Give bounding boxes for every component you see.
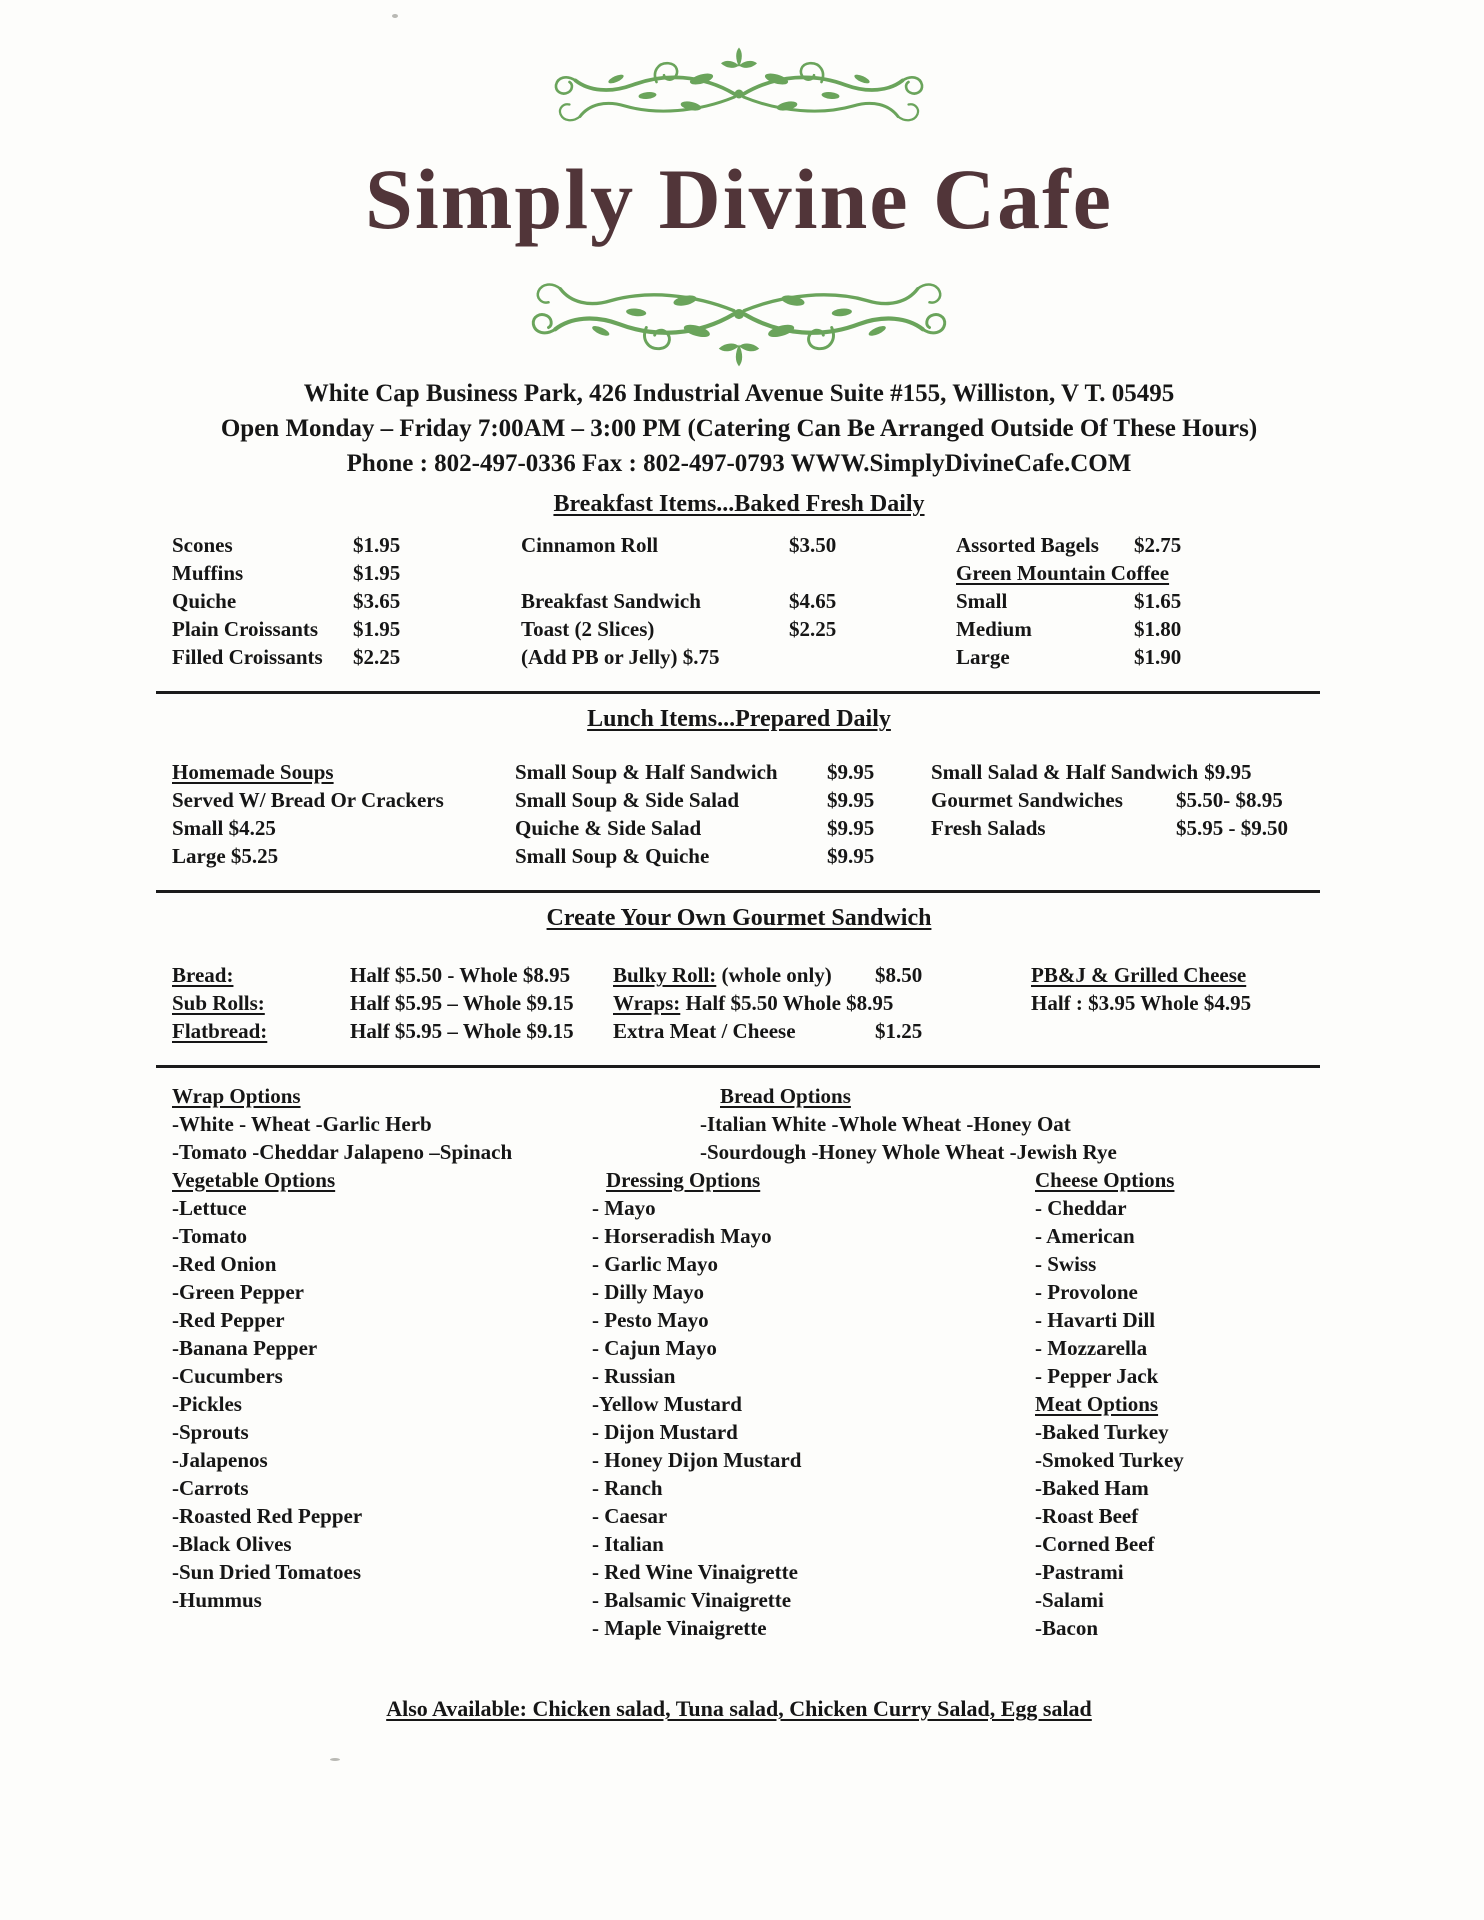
option-item: - Cajun Mayo: [592, 1335, 717, 1360]
bread-options-list: [700, 1110, 1117, 1166]
option-item: - Balsamic Vinaigrette: [592, 1587, 792, 1612]
menu-row: [172, 786, 515, 814]
options-section: [172, 1082, 1306, 1642]
option-item: -White - Wheat -Garlic Herb: [172, 1111, 432, 1136]
menu-row: [931, 814, 1306, 842]
option-item: -Lettuce: [172, 1195, 247, 1220]
option-item: - Red Wine Vinaigrette: [592, 1559, 798, 1584]
menu-row: [172, 758, 515, 786]
item-price: $8.50: [875, 962, 923, 987]
menu-row: [172, 842, 515, 870]
option-item: -Smoked Turkey: [1035, 1447, 1184, 1472]
item-label: (Add PB or Jelly) $.75: [521, 644, 720, 669]
item-label: Small Soup & Quiche: [515, 843, 710, 868]
option-item: - Caesar: [592, 1503, 668, 1528]
menu-row: [172, 587, 521, 615]
option-item: - Dilly Mayo: [592, 1279, 704, 1304]
item-label: Gourmet Sandwiches: [931, 787, 1123, 812]
wrap-options-list: [172, 1110, 592, 1166]
option-item: -Green Pepper: [172, 1279, 304, 1304]
option-item: -Roasted Red Pepper: [172, 1503, 363, 1528]
option-item: -Baked Turkey: [1035, 1419, 1169, 1444]
item-label: Small Soup & Half Sandwich: [515, 759, 778, 784]
option-item: -Italian White -Whole Wheat -Honey Oat: [700, 1111, 1071, 1136]
item-price: $3.65: [353, 588, 401, 613]
item-price: $9.95: [827, 787, 875, 812]
cheese-options-heading: Cheese Options: [1035, 1167, 1175, 1192]
menu-row: [521, 615, 956, 643]
item-price: $5.95 - $9.50: [1176, 815, 1288, 840]
item-price: $2.25: [353, 644, 401, 669]
vegetable-options-heading: Vegetable Options: [172, 1167, 336, 1192]
item-detail: Extra Meat / Cheese: [613, 1018, 796, 1043]
option-item: - Mayo: [592, 1195, 656, 1220]
option-item: -Tomato: [172, 1223, 248, 1248]
option-item: - Italian: [592, 1531, 664, 1556]
option-item: - Swiss: [1035, 1251, 1097, 1276]
option-item: -Sprouts: [172, 1419, 249, 1444]
item-price: $5.50- $8.95: [1176, 787, 1283, 812]
option-item: -Hummus: [172, 1587, 262, 1612]
item-label: Scones: [172, 532, 233, 557]
item-label: Quiche: [172, 588, 237, 613]
flourish-ornament-top: [544, 46, 934, 151]
menu-row: [515, 786, 931, 814]
option-item: -Roast Beef: [1035, 1503, 1139, 1528]
sandwich-heading: Create Your Own Gourmet Sandwich: [546, 904, 932, 931]
menu-row: [956, 531, 1306, 559]
item-label: [521, 559, 789, 587]
menu-row: [956, 587, 1306, 615]
item-price: $1.95: [353, 616, 401, 641]
phone-line: Phone : 802-497-0336 Fax : 802-497-0793 WWW.SimplyDivineCafe.COM: [346, 449, 1132, 477]
options-col-left: [172, 1082, 592, 1642]
menu-line: [1031, 961, 1306, 989]
option-item: -Sun Dried Tomatoes: [172, 1559, 362, 1584]
lunch-col-2: [515, 758, 931, 870]
menu-row: [515, 758, 931, 786]
option-item: -Carrots: [172, 1475, 249, 1500]
option-item: - Ranch: [592, 1475, 663, 1500]
option-item: -Sourdough -Honey Whole Wheat -Jewish Rye: [700, 1139, 1117, 1164]
menu-row: [172, 531, 521, 559]
menu-line: [172, 989, 613, 1017]
dressing-options-list: [592, 1194, 1035, 1642]
option-item: - Dijon Mustard: [592, 1419, 738, 1444]
item-label: Fresh Salads: [931, 815, 1046, 840]
item-price: $1.95: [353, 560, 401, 585]
section-divider: [156, 1065, 1320, 1068]
item-label: Quiche & Side Salad: [515, 815, 702, 840]
item-label: Small: [956, 588, 1008, 613]
menu-line: [1031, 989, 1306, 1017]
item-label: Plain Croissants: [172, 616, 319, 641]
bread-options-block: [700, 1082, 1117, 1166]
option-item: - Russian: [592, 1363, 676, 1388]
item-price: $1.80: [1134, 616, 1182, 641]
lunch-columns: [172, 758, 1306, 870]
option-item: -Tomato -Cheddar Jalapeno –Spinach: [172, 1139, 513, 1164]
menu-row: [172, 559, 521, 587]
option-item: -Red Onion: [172, 1251, 277, 1276]
also-available-text: Also Available: Chicken salad, Tuna salad, Chicken Curry Salad, Egg salad: [386, 1695, 1092, 1721]
lunch-col-3: [931, 758, 1306, 870]
option-item: - Cheddar: [1035, 1195, 1127, 1220]
item-detail: Half : $3.95 Whole $4.95: [1031, 990, 1252, 1015]
menu-row: [521, 587, 956, 615]
menu-row: [172, 643, 521, 671]
menu-line: [613, 1017, 1031, 1045]
item-price: $1.65: [1134, 588, 1182, 613]
item-label: Small Soup & Side Salad: [515, 787, 740, 812]
option-item: - Provolone: [1035, 1279, 1138, 1304]
option-item: -Jalapenos: [172, 1447, 268, 1472]
meat-options-list: [1035, 1418, 1306, 1642]
menu-row: [172, 814, 515, 842]
option-item: - Honey Dijon Mustard: [592, 1447, 802, 1472]
sandwich-col-3: [1031, 961, 1306, 1045]
item-label: Large $5.25: [172, 843, 279, 868]
contact-info: [172, 376, 1306, 481]
item-label: Muffins: [172, 560, 244, 585]
item-label: Cinnamon Roll: [521, 532, 659, 557]
option-item: -Corned Beef: [1035, 1531, 1155, 1556]
meat-options-heading: Meat Options: [1035, 1391, 1159, 1416]
item-label: Served W/ Bread Or Crackers: [172, 787, 444, 812]
option-item: - Mozzarella: [1035, 1335, 1148, 1360]
menu-line: [613, 961, 1031, 989]
flourish-ornament-bottom: [508, 250, 970, 368]
item-head: Flatbread:: [172, 1018, 268, 1043]
dressing-options-heading: Dressing Options: [606, 1167, 761, 1192]
item-price: $9.95: [1204, 759, 1252, 784]
option-item: - Pesto Mayo: [592, 1307, 709, 1332]
item-detail: Half $5.50 - Whole $8.95: [350, 962, 571, 987]
sandwich-columns: [172, 961, 1306, 1045]
option-item: -Salami: [1035, 1587, 1104, 1612]
item-price: $1.25: [875, 1018, 923, 1043]
item-label: Filled Croissants: [172, 644, 323, 669]
also-available-note: [172, 1694, 1306, 1724]
option-item: -Black Olives: [172, 1531, 292, 1556]
item-head: Bread:: [172, 962, 234, 987]
item-label: Assorted Bagels: [956, 532, 1099, 557]
option-item: - Garlic Mayo: [592, 1251, 718, 1276]
menu-row: [956, 615, 1306, 643]
sandwich-section: [172, 903, 1306, 1045]
item-price: $2.75: [1134, 532, 1182, 557]
item-price: $1.95: [353, 532, 401, 557]
menu-row: [521, 643, 956, 671]
menu-row: [956, 643, 1306, 671]
item-price: $9.95: [827, 759, 875, 784]
item-price: $3.50: [789, 532, 837, 557]
item-detail: Half $5.50 Whole $8.95: [685, 990, 894, 1015]
menu-header: [172, 46, 1306, 481]
bread-options-heading: Bread Options: [720, 1083, 851, 1108]
sandwich-col-2: [613, 961, 1031, 1045]
option-item: - Havarti Dill: [1035, 1307, 1156, 1332]
menu-row: [931, 758, 1306, 786]
cheese-options-list: [1035, 1194, 1306, 1390]
option-item: -Pastrami: [1035, 1559, 1124, 1584]
item-head: Bulky Roll:: [613, 962, 717, 987]
menu-row: [521, 531, 956, 559]
item-price: $9.95: [827, 843, 875, 868]
option-item: -Cucumbers: [172, 1363, 283, 1388]
item-label: Homemade Soups: [172, 759, 334, 784]
item-label: Small $4.25: [172, 815, 276, 840]
menu-line: [172, 961, 613, 989]
item-head: Wraps:: [613, 990, 681, 1015]
item-detail: Half $5.95 – Whole $9.15: [350, 1018, 574, 1043]
lunch-section: [172, 704, 1306, 870]
menu-row: [521, 559, 956, 587]
item-label: Toast (2 Slices): [521, 616, 655, 641]
vegetable-options-list: [172, 1194, 592, 1614]
menu-row: [515, 842, 931, 870]
option-item: - Pepper Jack: [1035, 1363, 1159, 1388]
item-price: $9.95: [827, 815, 875, 840]
section-divider: [156, 890, 1320, 893]
menu-row: [172, 615, 521, 643]
lunch-heading: Lunch Items...Prepared Daily: [587, 705, 891, 732]
options-col-right: [1035, 1082, 1306, 1642]
menu-row: [931, 786, 1306, 814]
option-item: -Baked Ham: [1035, 1475, 1149, 1500]
item-label: Medium: [956, 616, 1032, 641]
address-line: White Cap Business Park, 426 Industrial Avenue Suite #155, Williston, V T. 05495: [303, 379, 1175, 407]
sandwich-col-1: [172, 961, 613, 1045]
breakfast-col-3: [956, 531, 1306, 671]
scan-artifact: [330, 1758, 340, 1761]
option-item: -Bacon: [1035, 1615, 1098, 1640]
menu-line: [172, 1017, 613, 1045]
menu-row: [515, 814, 931, 842]
hours-line: Open Monday – Friday 7:00AM – 3:00 PM (Catering Can Be Arranged Outside Of These Hours): [220, 414, 1258, 442]
breakfast-section: [172, 489, 1306, 671]
option-item: - American: [1035, 1223, 1135, 1248]
breakfast-heading: Breakfast Items...Baked Fresh Daily: [553, 490, 925, 517]
item-detail: Half $5.95 – Whole $9.15: [350, 990, 574, 1015]
option-item: - Maple Vinaigrette: [592, 1615, 767, 1640]
item-price: $1.90: [1134, 644, 1182, 669]
cafe-title: Simply Divine Cafe: [365, 151, 1113, 247]
item-label: Small Salad & Half Sandwich: [931, 759, 1199, 784]
menu-row: [956, 559, 1306, 587]
breakfast-col-1: [172, 531, 521, 671]
item-price: $4.65: [789, 588, 837, 613]
item-label: Breakfast Sandwich: [521, 588, 701, 613]
scan-artifact: [392, 14, 398, 18]
lunch-col-1: [172, 758, 515, 870]
item-detail: (whole only): [721, 962, 832, 987]
option-item: -Banana Pepper: [172, 1335, 318, 1360]
item-label: Large: [956, 644, 1010, 669]
option-item: -Pickles: [172, 1391, 242, 1416]
breakfast-columns: [172, 531, 1306, 671]
menu-line: [613, 989, 1031, 1017]
item-head: Sub Rolls:: [172, 990, 265, 1015]
option-item: - Horseradish Mayo: [592, 1223, 772, 1248]
wrap-options-heading: Wrap Options: [172, 1083, 301, 1108]
option-item: -Yellow Mustard: [592, 1391, 742, 1416]
option-item: -Red Pepper: [172, 1307, 285, 1332]
item-head: PB&J & Grilled Cheese: [1031, 962, 1247, 987]
item-label: Green Mountain Coffee: [956, 560, 1170, 585]
breakfast-col-2: [521, 531, 956, 671]
item-price: $2.25: [789, 616, 837, 641]
section-divider: [156, 691, 1320, 694]
